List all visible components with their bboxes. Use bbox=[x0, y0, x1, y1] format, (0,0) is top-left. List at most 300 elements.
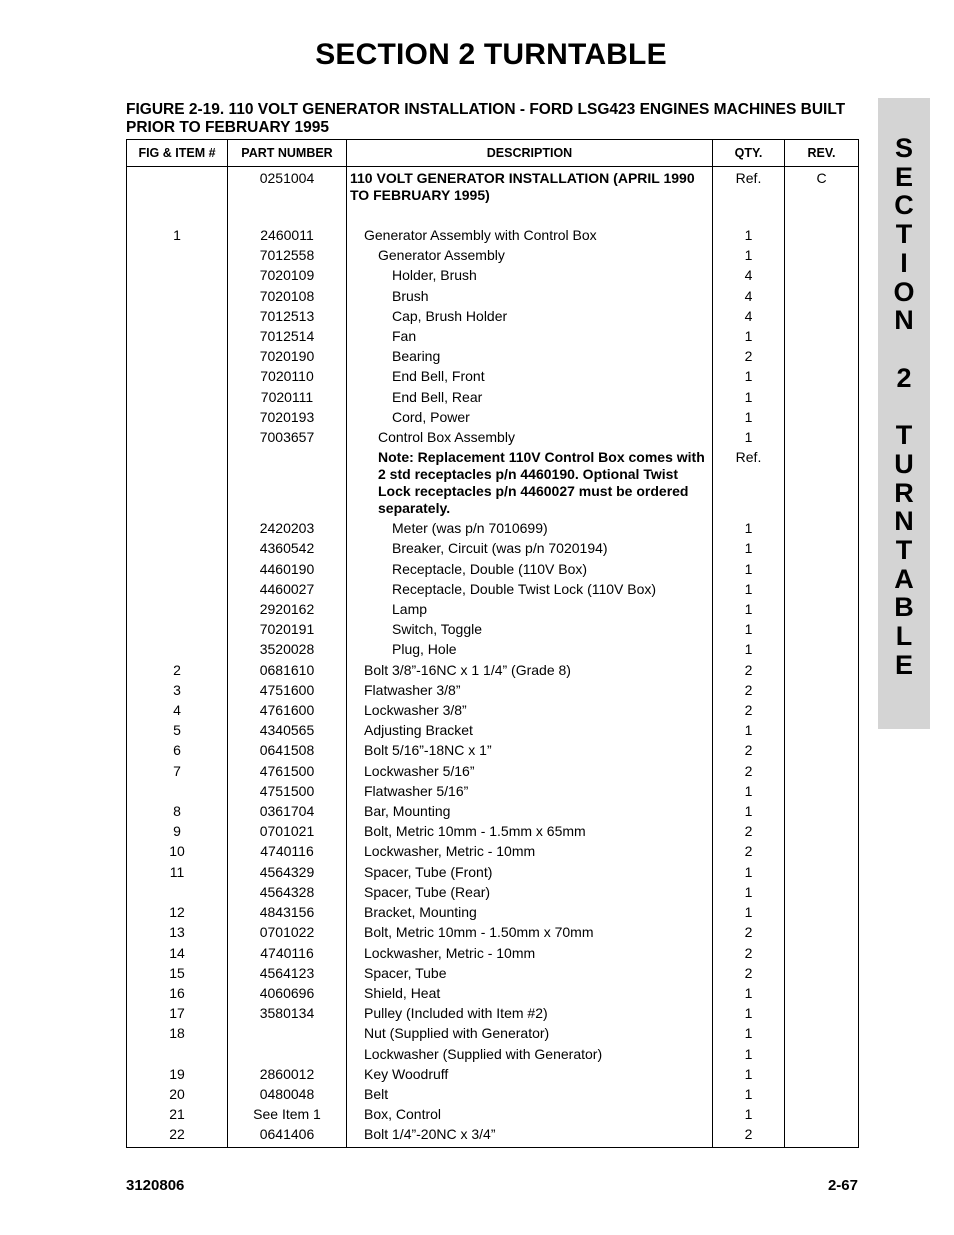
cell-rev bbox=[785, 821, 859, 841]
cell-rev bbox=[785, 245, 859, 265]
cell-qty: 1 bbox=[713, 1044, 785, 1064]
cell-fig-item: 3 bbox=[127, 680, 228, 700]
cell-rev bbox=[785, 1084, 859, 1104]
parts-table bbox=[126, 139, 859, 1148]
section-side-tab bbox=[878, 98, 930, 729]
cell-fig-item bbox=[127, 366, 228, 386]
cell-qty: 1 bbox=[713, 902, 785, 922]
cell-qty: 1 bbox=[713, 781, 785, 801]
side-tab-letter: L bbox=[895, 621, 913, 651]
cell-part-number bbox=[228, 1023, 347, 1043]
cell-part-number: 4843156 bbox=[228, 902, 347, 922]
description-text: End Bell, Front bbox=[392, 368, 485, 385]
side-tab-letter: T bbox=[895, 219, 913, 249]
cell-rev bbox=[785, 326, 859, 346]
cell-fig-item: 17 bbox=[127, 1003, 228, 1023]
cell-part-number: 4761600 bbox=[228, 700, 347, 720]
description-text: Spacer, Tube (Rear) bbox=[364, 883, 491, 900]
cell-rev bbox=[785, 1124, 859, 1147]
description-text: Brush bbox=[392, 287, 429, 304]
description-text: Cord, Power bbox=[392, 408, 470, 425]
cell-fig-item: 15 bbox=[127, 963, 228, 983]
cell-qty: 1 bbox=[713, 407, 785, 427]
cell-part-number: 7012558 bbox=[228, 245, 347, 265]
cell-rev bbox=[785, 619, 859, 639]
cell-qty: 2 bbox=[713, 680, 785, 700]
figure-title: FIGURE 2-19. 110 VOLT GENERATOR INSTALLATION - FORD LSG423 ENGINES MACHINES BUILT PRIOR TO FEBRUARY 1995 bbox=[126, 101, 846, 136]
cell-fig-item: 8 bbox=[127, 801, 228, 821]
description-text: Flatwasher 3/8” bbox=[364, 681, 461, 698]
cell-description bbox=[347, 821, 713, 841]
side-tab-letter: T bbox=[895, 420, 913, 450]
table-row bbox=[127, 407, 859, 427]
cell-qty: 1 bbox=[713, 245, 785, 265]
table-row bbox=[127, 599, 859, 619]
cell-qty: 1 bbox=[713, 599, 785, 619]
table-row bbox=[127, 680, 859, 700]
cell-fig-item bbox=[127, 346, 228, 366]
table-row bbox=[127, 902, 859, 922]
cell-rev bbox=[785, 862, 859, 882]
cell-part-number: 2460011 bbox=[228, 225, 347, 245]
description-text: Key Woodruff bbox=[364, 1065, 449, 1082]
cell-fig-item: 7 bbox=[127, 761, 228, 781]
cell-fig-item: 9 bbox=[127, 821, 228, 841]
cell-description bbox=[347, 427, 713, 447]
cell-part-number: 4460190 bbox=[228, 559, 347, 579]
cell-part-number: 7003657 bbox=[228, 427, 347, 447]
description-text: Generator Assembly with Control Box bbox=[364, 227, 597, 243]
cell-qty: 2 bbox=[713, 943, 785, 963]
header-qty: QTY. bbox=[713, 140, 785, 167]
cell-description bbox=[347, 306, 713, 326]
cell-qty: 4 bbox=[713, 265, 785, 285]
cell-qty: 1 bbox=[713, 801, 785, 821]
table-row bbox=[127, 245, 859, 265]
table-row bbox=[127, 700, 859, 720]
cell-description bbox=[347, 167, 713, 226]
cell-description bbox=[347, 387, 713, 407]
description-text: Spacer, Tube bbox=[364, 964, 447, 981]
table-row bbox=[127, 538, 859, 558]
cell-part-number: 7020110 bbox=[228, 366, 347, 386]
description-text: Lockwasher, Metric - 10mm bbox=[364, 944, 536, 961]
cell-rev bbox=[785, 427, 859, 447]
side-tab-letter: A bbox=[894, 564, 914, 594]
table-row bbox=[127, 720, 859, 740]
table-row bbox=[127, 326, 859, 346]
cell-part-number: 4761500 bbox=[228, 761, 347, 781]
cell-part-number: 4751500 bbox=[228, 781, 347, 801]
cell-description bbox=[347, 265, 713, 285]
cell-part-number: 4751600 bbox=[228, 680, 347, 700]
description-text: Lockwasher 3/8” bbox=[364, 702, 467, 719]
cell-fig-item bbox=[127, 559, 228, 579]
cell-part-number: 4740116 bbox=[228, 943, 347, 963]
cell-description bbox=[347, 902, 713, 922]
side-tab-letter: N bbox=[894, 305, 914, 335]
header-description: DESCRIPTION bbox=[347, 140, 713, 167]
cell-description bbox=[347, 700, 713, 720]
cell-qty: 1 bbox=[713, 983, 785, 1003]
cell-rev bbox=[785, 407, 859, 427]
description-text: Bracket, Mounting bbox=[364, 904, 477, 921]
cell-part-number: 0251004 bbox=[228, 167, 347, 226]
description-text: 110 VOLT GENERATOR INSTALLATION (APRIL 1990 TO FEBRUARY 1995) bbox=[350, 170, 695, 203]
description-text: Spacer, Tube (Front) bbox=[364, 863, 493, 880]
cell-part-number: 0681610 bbox=[228, 660, 347, 680]
cell-rev bbox=[785, 538, 859, 558]
cell-description bbox=[347, 407, 713, 427]
cell-fig-item: 19 bbox=[127, 1064, 228, 1084]
table-row bbox=[127, 346, 859, 366]
cell-part-number: 4360542 bbox=[228, 538, 347, 558]
table-row bbox=[127, 963, 859, 983]
table-row bbox=[127, 922, 859, 942]
table-row bbox=[127, 1104, 859, 1124]
cell-rev bbox=[785, 366, 859, 386]
cell-description bbox=[347, 518, 713, 538]
cell-description bbox=[347, 326, 713, 346]
cell-qty: 1 bbox=[713, 619, 785, 639]
cell-description bbox=[347, 963, 713, 983]
table-row bbox=[127, 579, 859, 599]
cell-part-number: 0701022 bbox=[228, 922, 347, 942]
side-tab-letter: E bbox=[894, 162, 913, 192]
description-text: Bolt 3/8”-16NC x 1 1/4” (Grade 8) bbox=[364, 661, 571, 678]
cell-fig-item bbox=[127, 619, 228, 639]
cell-qty: 1 bbox=[713, 427, 785, 447]
description-text: Receptacle, Double Twist Lock (110V Box) bbox=[392, 580, 657, 597]
cell-qty: 1 bbox=[713, 366, 785, 386]
cell-part-number: 2860012 bbox=[228, 1064, 347, 1084]
table-row bbox=[127, 639, 859, 659]
cell-rev bbox=[785, 660, 859, 680]
side-tab-letter: S bbox=[894, 133, 913, 163]
header-rev: REV. bbox=[785, 140, 859, 167]
description-text: Lockwasher (Supplied with Generator) bbox=[364, 1045, 603, 1062]
cell-rev bbox=[785, 225, 859, 245]
table-row bbox=[127, 286, 859, 306]
cell-rev bbox=[785, 761, 859, 781]
cell-fig-item bbox=[127, 387, 228, 407]
cell-description bbox=[347, 1044, 713, 1064]
cell-rev bbox=[785, 720, 859, 740]
cell-part-number: 2920162 bbox=[228, 599, 347, 619]
cell-fig-item: 20 bbox=[127, 1084, 228, 1104]
cell-fig-item bbox=[127, 427, 228, 447]
cell-description bbox=[347, 286, 713, 306]
cell-qty: 1 bbox=[713, 1084, 785, 1104]
cell-part-number: 4740116 bbox=[228, 841, 347, 861]
cell-qty: 1 bbox=[713, 1104, 785, 1124]
header-part-number: PART NUMBER bbox=[228, 140, 347, 167]
cell-part-number: 7020111 bbox=[228, 387, 347, 407]
cell-description bbox=[347, 599, 713, 619]
cell-fig-item bbox=[127, 407, 228, 427]
cell-qty: 1 bbox=[713, 862, 785, 882]
description-text: Cap, Brush Holder bbox=[392, 307, 508, 324]
cell-description bbox=[347, 619, 713, 639]
cell-qty: 2 bbox=[713, 761, 785, 781]
cell-part-number bbox=[228, 1044, 347, 1064]
cell-description bbox=[347, 943, 713, 963]
table-row bbox=[127, 781, 859, 801]
cell-qty: 2 bbox=[713, 922, 785, 942]
cell-fig-item: 11 bbox=[127, 862, 228, 882]
table-row bbox=[127, 1023, 859, 1043]
table-row bbox=[127, 167, 859, 226]
cell-qty: 2 bbox=[713, 841, 785, 861]
description-text: Bolt 5/16”-18NC x 1” bbox=[364, 742, 492, 759]
table-row bbox=[127, 518, 859, 538]
side-tab-letter: B bbox=[894, 592, 914, 622]
cell-qty: 1 bbox=[713, 538, 785, 558]
table-row bbox=[127, 366, 859, 386]
cell-part-number: 4564123 bbox=[228, 963, 347, 983]
cell-rev bbox=[785, 579, 859, 599]
description-text: Bolt, Metric 10mm - 1.5mm x 65mm bbox=[364, 823, 586, 840]
cell-qty: Ref. bbox=[713, 167, 785, 226]
description-text: Switch, Toggle bbox=[392, 621, 483, 638]
cell-description bbox=[347, 639, 713, 659]
cell-rev bbox=[785, 983, 859, 1003]
table-row bbox=[127, 1124, 859, 1147]
cell-description bbox=[347, 1104, 713, 1124]
cell-rev bbox=[785, 801, 859, 821]
cell-rev bbox=[785, 286, 859, 306]
table-row bbox=[127, 619, 859, 639]
cell-description bbox=[347, 862, 713, 882]
cell-description bbox=[347, 922, 713, 942]
cell-fig-item: 2 bbox=[127, 660, 228, 680]
cell-fig-item: 4 bbox=[127, 700, 228, 720]
table-row bbox=[127, 801, 859, 821]
cell-rev bbox=[785, 902, 859, 922]
description-text: Plug, Hole bbox=[392, 641, 457, 658]
side-tab-letter: N bbox=[894, 506, 914, 536]
cell-qty: 1 bbox=[713, 639, 785, 659]
table-row bbox=[127, 1064, 859, 1084]
description-text: End Bell, Rear bbox=[392, 388, 483, 405]
description-text: Shield, Heat bbox=[364, 984, 441, 1001]
cell-rev bbox=[785, 1064, 859, 1084]
cell-fig-item: 12 bbox=[127, 902, 228, 922]
table-row bbox=[127, 1003, 859, 1023]
cell-description bbox=[347, 660, 713, 680]
description-text: Meter (was p/n 7010699) bbox=[392, 520, 548, 537]
table-row bbox=[127, 821, 859, 841]
section-title: SECTION 2 TURNTABLE bbox=[315, 38, 667, 71]
cell-description bbox=[347, 801, 713, 821]
cell-qty: 1 bbox=[713, 518, 785, 538]
description-text: Bolt 1/4”-20NC x 3/4” bbox=[364, 1126, 496, 1143]
cell-qty: 1 bbox=[713, 720, 785, 740]
table-row bbox=[127, 882, 859, 902]
description-text: Flatwasher 5/16” bbox=[364, 782, 469, 799]
page-number: 2-67 bbox=[827, 1177, 858, 1194]
description-text: Lamp bbox=[392, 601, 428, 618]
table-row bbox=[127, 943, 859, 963]
side-tab-letter: E bbox=[894, 650, 913, 680]
cell-part-number: 4564329 bbox=[228, 862, 347, 882]
table-row bbox=[127, 761, 859, 781]
table-header-row bbox=[127, 140, 859, 167]
cell-fig-item: 14 bbox=[127, 943, 228, 963]
cell-part-number bbox=[228, 447, 347, 518]
cell-part-number: 7020191 bbox=[228, 619, 347, 639]
cell-qty: 1 bbox=[713, 882, 785, 902]
cell-description bbox=[347, 1124, 713, 1147]
cell-description bbox=[347, 680, 713, 700]
cell-description bbox=[347, 882, 713, 902]
description-text: Lockwasher, Metric - 10mm bbox=[364, 843, 536, 860]
table-row bbox=[127, 740, 859, 760]
cell-fig-item: 13 bbox=[127, 922, 228, 942]
cell-part-number: 7020108 bbox=[228, 286, 347, 306]
cell-fig-item bbox=[127, 326, 228, 346]
side-tab-letter: U bbox=[894, 449, 914, 479]
cell-rev bbox=[785, 1044, 859, 1064]
cell-part-number: 4564328 bbox=[228, 882, 347, 902]
description-text: Nut (Supplied with Generator) bbox=[364, 1025, 550, 1042]
cell-description bbox=[347, 841, 713, 861]
cell-fig-item: 1 bbox=[127, 225, 228, 245]
description-text: Bolt, Metric 10mm - 1.50mm x 70mm bbox=[364, 924, 594, 941]
cell-rev bbox=[785, 1104, 859, 1124]
cell-rev bbox=[785, 700, 859, 720]
cell-qty: 1 bbox=[713, 579, 785, 599]
description-text: Fan bbox=[392, 328, 417, 345]
cell-description bbox=[347, 1003, 713, 1023]
cell-description bbox=[347, 983, 713, 1003]
cell-description bbox=[347, 559, 713, 579]
cell-part-number: 4460027 bbox=[228, 579, 347, 599]
table-row bbox=[127, 225, 859, 245]
table-row bbox=[127, 559, 859, 579]
cell-rev bbox=[785, 680, 859, 700]
cell-qty: Ref. bbox=[713, 447, 785, 518]
cell-fig-item bbox=[127, 538, 228, 558]
cell-description bbox=[347, 720, 713, 740]
cell-rev bbox=[785, 518, 859, 538]
cell-description bbox=[347, 781, 713, 801]
cell-part-number: 4060696 bbox=[228, 983, 347, 1003]
description-text: Box, Control bbox=[364, 1106, 442, 1123]
cell-rev: C bbox=[785, 167, 859, 226]
table-row bbox=[127, 265, 859, 285]
cell-qty: 1 bbox=[713, 559, 785, 579]
cell-qty: 1 bbox=[713, 1003, 785, 1023]
cell-part-number: 0641406 bbox=[228, 1124, 347, 1147]
table-row bbox=[127, 1084, 859, 1104]
cell-description bbox=[347, 447, 713, 518]
description-text: Note: Replacement 110V Control Box comes with 2 std receptacles p/n 4460190. Optional Twist Lock receptacles p/n 4460027 must be ordered separately. bbox=[378, 449, 705, 517]
cell-fig-item bbox=[127, 599, 228, 619]
cell-qty: 2 bbox=[713, 700, 785, 720]
side-tab-letter: I bbox=[900, 248, 908, 278]
cell-rev bbox=[785, 265, 859, 285]
cell-fig-item bbox=[127, 579, 228, 599]
cell-part-number: 0641508 bbox=[228, 740, 347, 760]
table-row bbox=[127, 1044, 859, 1064]
description-text: Breaker, Circuit (was p/n 7020194) bbox=[392, 540, 608, 557]
cell-rev bbox=[785, 387, 859, 407]
description-text: Bar, Mounting bbox=[364, 803, 451, 820]
cell-part-number: 7020109 bbox=[228, 265, 347, 285]
cell-fig-item bbox=[127, 167, 228, 226]
cell-fig-item bbox=[127, 245, 228, 265]
cell-fig-item bbox=[127, 882, 228, 902]
cell-qty: 2 bbox=[713, 1124, 785, 1147]
cell-qty: 1 bbox=[713, 326, 785, 346]
cell-part-number: 3580134 bbox=[228, 1003, 347, 1023]
cell-description bbox=[347, 225, 713, 245]
cell-description bbox=[347, 1084, 713, 1104]
cell-fig-item: 21 bbox=[127, 1104, 228, 1124]
cell-qty: 2 bbox=[713, 740, 785, 760]
table-row bbox=[127, 447, 859, 518]
cell-description bbox=[347, 1023, 713, 1043]
table-row bbox=[127, 660, 859, 680]
cell-part-number: See Item 1 bbox=[228, 1104, 347, 1124]
cell-qty: 1 bbox=[713, 1064, 785, 1084]
cell-description bbox=[347, 538, 713, 558]
cell-qty: 1 bbox=[713, 1023, 785, 1043]
table-row bbox=[127, 306, 859, 326]
description-text: Generator Assembly bbox=[378, 247, 505, 264]
cell-description bbox=[347, 245, 713, 265]
cell-fig-item bbox=[127, 265, 228, 285]
cell-rev bbox=[785, 882, 859, 902]
table-row bbox=[127, 841, 859, 861]
cell-qty: 4 bbox=[713, 306, 785, 326]
cell-part-number: 7012514 bbox=[228, 326, 347, 346]
cell-rev bbox=[785, 1023, 859, 1043]
side-tab-letter: 2 bbox=[896, 363, 912, 393]
cell-rev bbox=[785, 943, 859, 963]
cell-qty: 4 bbox=[713, 286, 785, 306]
cell-qty: 1 bbox=[713, 225, 785, 245]
side-tab-letter: O bbox=[893, 277, 915, 307]
cell-fig-item bbox=[127, 1044, 228, 1064]
cell-qty: 2 bbox=[713, 660, 785, 680]
cell-fig-item: 22 bbox=[127, 1124, 228, 1147]
cell-fig-item bbox=[127, 639, 228, 659]
cell-fig-item: 10 bbox=[127, 841, 228, 861]
cell-rev bbox=[785, 1003, 859, 1023]
cell-part-number: 7012513 bbox=[228, 306, 347, 326]
description-text: Receptacle, Double (110V Box) bbox=[392, 560, 588, 577]
cell-part-number: 7020193 bbox=[228, 407, 347, 427]
cell-part-number: 7020190 bbox=[228, 346, 347, 366]
table-row bbox=[127, 983, 859, 1003]
cell-part-number: 2420203 bbox=[228, 518, 347, 538]
cell-qty: 2 bbox=[713, 821, 785, 841]
side-tab-letter: C bbox=[894, 190, 914, 220]
cell-fig-item: 5 bbox=[127, 720, 228, 740]
cell-part-number: 0480048 bbox=[228, 1084, 347, 1104]
description-text: Pulley (Included with Item #2) bbox=[364, 1005, 548, 1022]
cell-rev bbox=[785, 740, 859, 760]
table-row bbox=[127, 387, 859, 407]
cell-fig-item bbox=[127, 286, 228, 306]
cell-description bbox=[347, 740, 713, 760]
cell-qty: 2 bbox=[713, 963, 785, 983]
table-row bbox=[127, 427, 859, 447]
cell-description bbox=[347, 579, 713, 599]
cell-rev bbox=[785, 841, 859, 861]
